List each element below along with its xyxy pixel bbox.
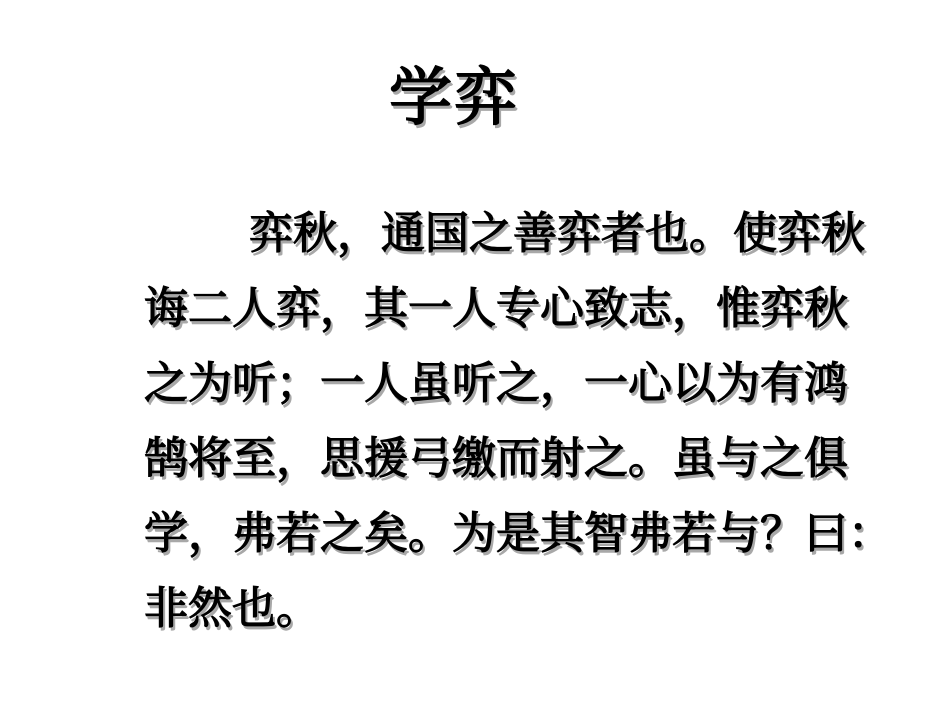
body-line-3: 之为听；一人虽听之，一心以为有鸿 <box>144 359 848 408</box>
body-line-4: 鹄将至，思援弓缴而射之。虽与之俱 <box>144 434 848 483</box>
slide-body-paragraph <box>144 196 904 646</box>
body-line-2: 诲二人弈，其一人专心致志，惟弈秋 <box>144 284 848 333</box>
body-line-1: 弈秋，通国之善弈者也。使弈秋 <box>249 209 865 258</box>
body-line-6: 非然也。 <box>144 584 320 633</box>
body-line-5: 学，弗若之矣。为是其智弗若与？曰： <box>144 509 892 558</box>
slide-title: 学弈 <box>389 63 519 133</box>
